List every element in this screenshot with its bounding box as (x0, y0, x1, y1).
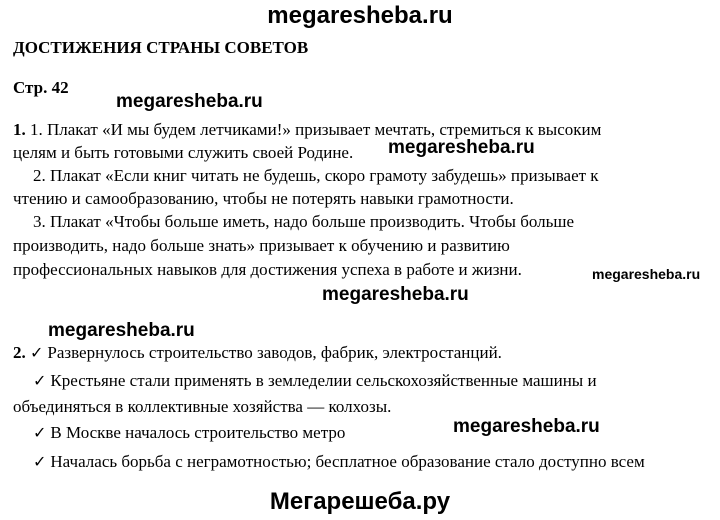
task-1-line: чтению и самообразованию, чтобы не потерять навыки грамотности. (13, 189, 514, 208)
task-2-text: Развернулось строительство заводов, фабрик, электростанций. (47, 343, 502, 362)
task-2-text: В Москве началось строительство метро (50, 423, 346, 442)
task-1-line: производить, надо больше знать» призывает к обучению и развитию (13, 236, 510, 255)
checkmark-icon: ✓ (33, 423, 47, 442)
page-number-label: Стр. 42 (13, 78, 69, 97)
watermark-top: megaresheba.ru (267, 2, 453, 29)
checkmark-icon: ✓ (33, 452, 47, 471)
task-1-line: профессиональных навыков для достижения успеха в работе и жизни. (13, 260, 522, 279)
task-2-line (33, 371, 597, 391)
task-1-line: 2. Плакат «Если книг читать не будешь, скоро грамоту забудешь» призывает к (33, 166, 599, 185)
watermark: megaresheba.ru (322, 284, 469, 305)
task-1-line: 3. Плакат «Чтобы больше иметь, надо больше производить. Чтобы больше (33, 212, 575, 231)
watermark: megaresheba.ru (116, 91, 263, 112)
task-2-number: 2. (13, 343, 26, 362)
watermark-bottom: Мегарешеба.ру (269, 488, 451, 515)
task-1-text: 1. Плакат «И мы будем летчиками!» призывает мечтать, стремиться к высоким (30, 120, 602, 139)
watermark: megaresheba.ru (592, 266, 701, 282)
watermark: megaresheba.ru (453, 416, 600, 437)
watermark: megaresheba.ru (48, 320, 195, 341)
watermark: megaresheba.ru (388, 137, 535, 158)
task-2-line (13, 343, 502, 363)
page-title: ДОСТИЖЕНИЯ СТРАНЫ СОВЕТОВ (13, 38, 309, 57)
checkmark-icon: ✓ (30, 343, 44, 362)
task-1-line: целям и быть готовыми служить своей Родине. (13, 143, 354, 162)
checkmark-icon: ✓ (33, 371, 47, 390)
task-2-line (33, 423, 345, 443)
task-2-text: Крестьяне стали применять в земледелии сельскохозяйственные машины и (50, 371, 597, 390)
task-1-number: 1. (13, 120, 26, 139)
task-2-line (33, 452, 645, 472)
task-2-line: объединяться в коллективные хозяйства — колхозы. (13, 397, 392, 416)
task-2-text: Началась борьба с неграмотностью; бесплатное образование стало доступно всем (50, 452, 645, 471)
